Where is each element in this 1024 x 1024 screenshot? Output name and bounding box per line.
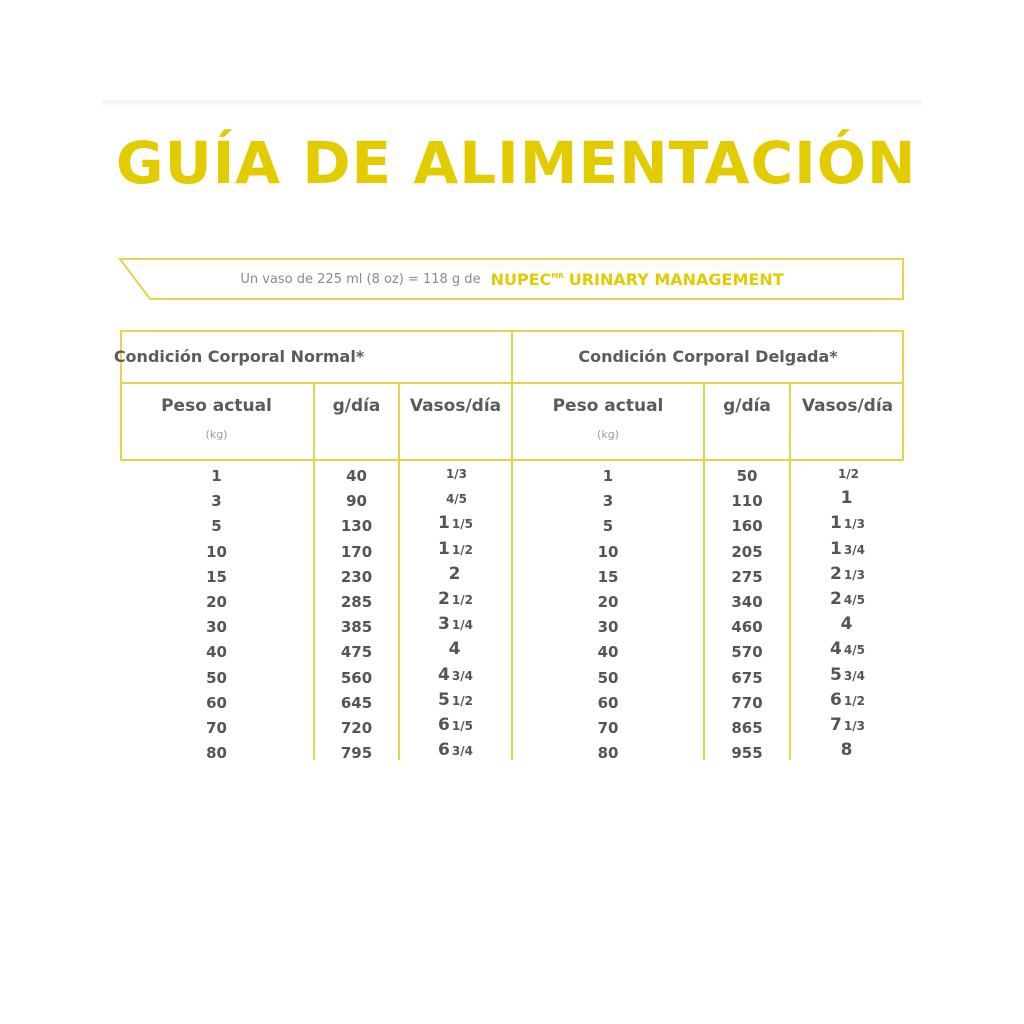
cups-whole: 1: [438, 538, 450, 559]
col-header-cups: Vasos/día: [801, 396, 894, 416]
cups-cell: [400, 716, 511, 741]
weight-cell: 3: [602, 492, 614, 511]
serving-banner: [118, 256, 906, 302]
cups-fraction: 1/4: [451, 618, 473, 633]
grams-cell: 865: [731, 718, 763, 737]
cups-cell: [400, 741, 511, 766]
cups-whole: 1: [830, 538, 842, 559]
grams-cell: 205: [731, 542, 763, 561]
cups-fraction: 1/2: [451, 693, 473, 708]
cups-fraction: 4/5: [445, 492, 468, 507]
group-heading-thin: Condición Corporal Delgada*: [578, 346, 838, 366]
cups-whole: 5: [830, 664, 842, 685]
grams-cell: 160: [731, 517, 763, 536]
grams-cell: 50: [736, 467, 758, 485]
brand-mark: MR: [551, 271, 564, 280]
cups-cell: [791, 514, 904, 539]
weight-cell: 70: [206, 718, 227, 737]
weight-cell: 10: [597, 542, 619, 561]
grams-cell: 795: [340, 744, 373, 763]
cups-cell: [791, 540, 904, 565]
column-cups: [400, 464, 511, 766]
cups-cell: [791, 666, 904, 691]
grams-cell: 385: [340, 618, 373, 637]
header-divider: [102, 100, 922, 108]
cups-whole: 7: [830, 714, 842, 735]
cups-fraction: 1/2: [451, 542, 473, 557]
cups-whole: 4: [438, 664, 450, 685]
weight-cell: 15: [206, 567, 227, 586]
weight-cell: 20: [597, 592, 619, 611]
cups-fraction: 1/5: [451, 718, 473, 733]
cups-whole: 4: [830, 639, 842, 660]
cups-cell: [791, 716, 904, 741]
cups-fraction: 1/2: [451, 592, 473, 607]
cups-cell: [791, 615, 904, 640]
cups-fraction: 1/5: [451, 517, 473, 532]
column-weight: [513, 464, 703, 766]
weight-cell: 3: [211, 492, 222, 511]
grams-cell: 90: [346, 492, 367, 511]
cups-cell: [400, 514, 511, 539]
serving-measure: Un vaso de 225 ml (8 oz) = 118 g de: [240, 271, 481, 287]
cups-whole: 2: [830, 588, 842, 609]
cups-cell: [400, 590, 511, 615]
weight-cell: 5: [211, 517, 222, 536]
cups-cell: [791, 590, 904, 615]
cups-cell: [791, 691, 904, 716]
weight-cell: 1: [211, 467, 222, 485]
cups-whole: 4: [840, 614, 853, 635]
cups-fraction: 1/3: [843, 718, 865, 733]
cups-fraction: 1/2: [843, 693, 865, 708]
group-heading-normal: Condición Corporal Normal*: [113, 346, 365, 366]
cups-cell: [400, 615, 511, 640]
grams-cell: 770: [731, 693, 763, 712]
weight-cell: 40: [597, 643, 619, 662]
weight-cell: 30: [597, 618, 619, 637]
page-title: GUÍA DE ALIMENTACIÓN: [116, 129, 917, 197]
cups-whole: 4: [448, 639, 461, 660]
grams-cell: 285: [340, 592, 373, 611]
cups-cell: [400, 565, 511, 590]
feeding-table: [113, 330, 904, 763]
col-header-weight: Peso actual: [161, 396, 272, 416]
cups-fraction: 1/3: [843, 567, 865, 582]
weight-cell: 10: [206, 542, 227, 561]
weight-cell: 15: [597, 567, 619, 586]
cups-whole: 5: [438, 689, 450, 710]
weight-cell: 40: [206, 643, 227, 662]
col-header-weight-unit: (kg): [205, 428, 228, 441]
col-header-grams: g/día: [723, 396, 771, 416]
cups-cell: [791, 489, 904, 514]
grams-cell: 560: [340, 668, 373, 687]
cups-whole: 6: [438, 740, 450, 761]
cups-whole: 3: [438, 614, 450, 635]
weight-cell: 80: [597, 744, 619, 763]
cups-fraction: 4/5: [843, 592, 865, 607]
grams-cell: 40: [346, 467, 367, 485]
weight-cell: 20: [206, 592, 227, 611]
cups-fraction: 3/4: [843, 668, 865, 683]
col-header-grams: g/día: [332, 396, 381, 416]
cups-whole: 1: [840, 488, 853, 509]
cups-fraction: 3/4: [843, 542, 865, 557]
grams-cell: 675: [731, 668, 763, 687]
grams-cell: 110: [731, 492, 763, 511]
weight-cell: 70: [597, 718, 619, 737]
grams-cell: 340: [731, 592, 763, 611]
cups-cell: [400, 464, 511, 489]
grams-cell: 475: [340, 643, 373, 662]
cups-cell: [400, 691, 511, 716]
weight-cell: 60: [206, 693, 227, 712]
weight-cell: 80: [206, 744, 227, 763]
cups-cell: [791, 565, 904, 590]
grams-cell: 460: [731, 618, 763, 637]
cups-fraction: 3/4: [451, 744, 473, 759]
cups-fraction: 4/5: [843, 643, 865, 658]
cups-whole: 2: [448, 563, 461, 584]
cups-fraction: 1/3: [843, 517, 865, 532]
weight-cell: 60: [597, 693, 619, 712]
cups-cell: [791, 464, 904, 489]
weight-cell: 30: [206, 618, 227, 637]
grams-cell: 170: [340, 542, 373, 561]
col-header-cups: Vasos/día: [409, 396, 502, 416]
cups-cell: [400, 489, 511, 514]
weight-cell: 50: [206, 668, 227, 687]
grams-cell: 955: [731, 744, 763, 763]
cups-whole: 1: [438, 513, 450, 534]
col-header-weight: Peso actual: [552, 396, 664, 416]
cups-fraction: 3/4: [451, 668, 473, 683]
weight-cell: 50: [597, 668, 619, 687]
cups-cell: [400, 640, 511, 665]
column-grams: [315, 464, 398, 766]
grams-cell: 645: [340, 693, 373, 712]
grams-cell: 275: [731, 567, 763, 586]
cups-cell: [791, 741, 904, 766]
cups-cell: [791, 640, 904, 665]
cups-cell: [400, 666, 511, 691]
cups-whole: 2: [438, 588, 450, 609]
grams-cell: 570: [731, 643, 763, 662]
brand-name: NUPEC: [490, 269, 552, 289]
weight-cell: 1: [602, 467, 614, 485]
column-cups: [791, 464, 904, 766]
grams-cell: 130: [340, 517, 373, 536]
cups-whole: 2: [830, 563, 842, 584]
product-line: URINARY MANAGEMENT: [568, 269, 784, 289]
product-name: [491, 270, 784, 289]
grams-cell: 720: [340, 718, 373, 737]
cups-whole: 8: [840, 740, 853, 761]
column-weight: [120, 464, 313, 766]
cups-whole: 6: [830, 689, 842, 710]
cups-whole: 6: [438, 714, 450, 735]
cups-fraction: 1/2: [837, 467, 860, 481]
column-grams: [705, 464, 789, 766]
cups-whole: 1: [830, 513, 842, 534]
col-header-weight-unit: (kg): [597, 428, 619, 441]
cups-fraction: 1/3: [445, 467, 468, 481]
weight-cell: 5: [602, 517, 614, 536]
grams-cell: 230: [340, 567, 373, 586]
cups-cell: [400, 540, 511, 565]
